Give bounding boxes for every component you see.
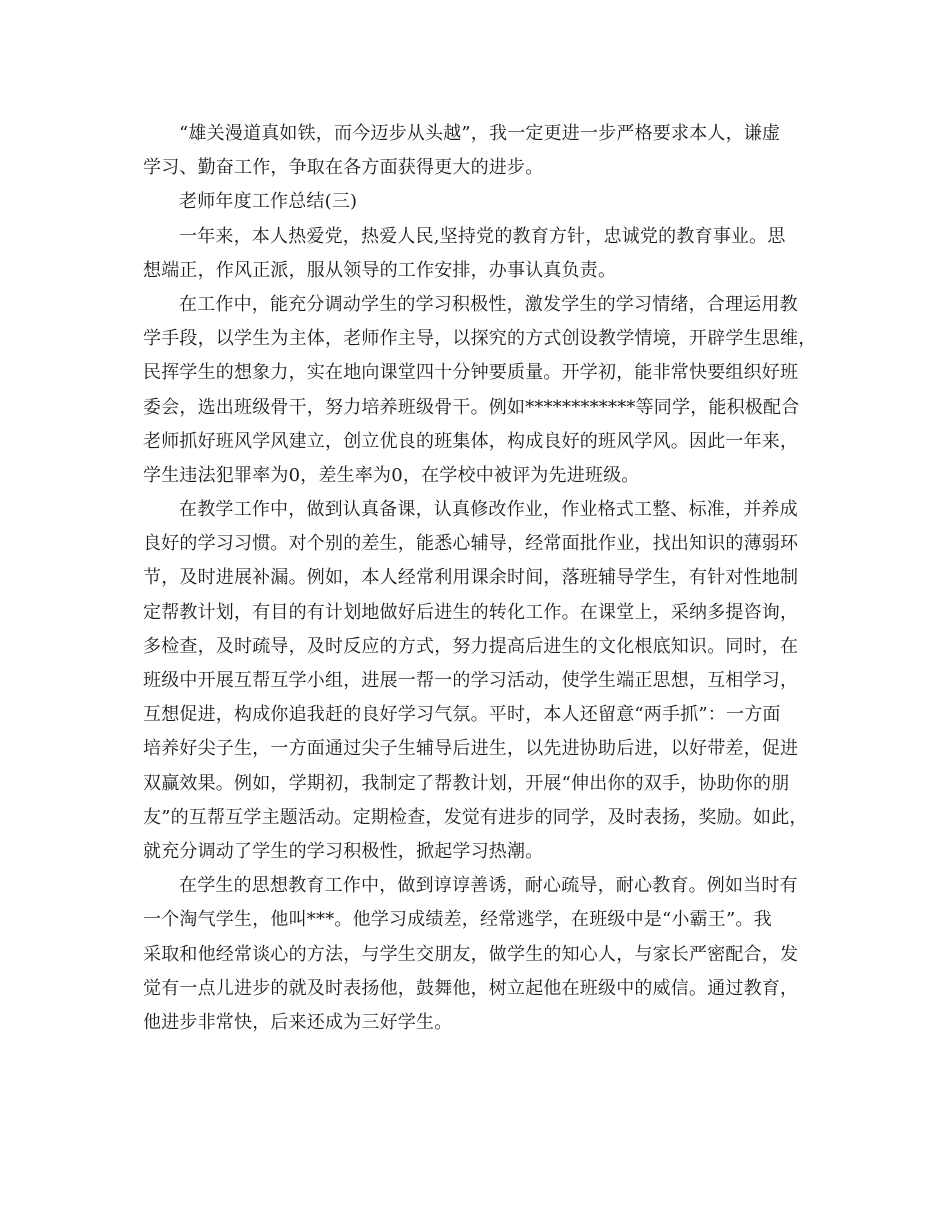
text-line: 定帮教计划，有目的有计划地做好后进生的转化工作。在课堂上，采纳多提咨询， <box>143 601 799 623</box>
text-line: 学习、勤奋工作，争取在各方面获得更大的进步。 <box>143 157 544 179</box>
text-line: 在工作中，能充分调动学生的学习积极性，激发学生的学习情绪，合理运用教 <box>179 293 798 315</box>
text-line: 在教学工作中，做到认真备课，认真修改作业，作业格式工整、标准，并养成 <box>179 499 798 521</box>
text-line: 委会，选出班级骨干，努力培养班级骨干。例如************等同学，能积极配合 <box>143 396 800 418</box>
text-line: 就充分调动了学生的学习积极性，掀起学习热潮。 <box>143 840 544 862</box>
text-line: 良好的学习习惯。对个别的差生，能悉心辅导，经常面批作业，找出知识的薄弱环 <box>143 533 799 555</box>
text-line: 一个淘气学生，他叫***。他学习成绩差，经常逃学，在班级中是“小霸王”。我 <box>143 909 772 931</box>
text-line: “雄关漫道真如铁，而今迈步从头越”，我一定更进一步严格要求本人，谦虚 <box>179 123 781 144</box>
text-line: 民挥学生的想象力，实在地向课堂四十分钟要质量。开学初，能非常快要组织好班 <box>143 362 799 384</box>
text-line: 想端正，作风正派，服从领导的工作安排，办事认真负责。 <box>143 259 617 281</box>
text-line: 采取和他经常谈心的方法，与学生交朋友，做学生的知心人，与家长严密配合，发 <box>143 943 799 965</box>
text-line: 老师年度工作总结(三) <box>179 191 358 213</box>
text-line: 一年来，本人热爱党，热爱人民,坚持党的教育方针，忠诚党的教育事业。思 <box>179 225 786 247</box>
text-line: 节，及时进展补漏。例如，本人经常利用课余时间，落班辅导学生，有针对性地制 <box>143 567 799 589</box>
text-line: 老师抓好班风学风建立，创立优良的班集体，构成良好的班风学风。因此一年来， <box>143 430 799 452</box>
text-line: 学生违法犯罪率为0，差生率为0，在学校中被评为先进班级。 <box>143 464 640 486</box>
text-line: 双赢效果。例如，学期初，我制定了帮教计划，开展“伸出你的双手，协助你的朋 <box>143 772 790 794</box>
text-line: 他进步非常快，后来还成为三好学生。 <box>143 1011 453 1033</box>
text-line: 培养好尖子生，一方面通过尖子生辅导后进生，以先进协助后进，以好带差，促进 <box>143 738 799 760</box>
text-line: 在学生的思想教育工作中，做到谆谆善诱，耐心疏导，耐心教育。例如当时有 <box>179 875 798 897</box>
text-line: 觉有一点儿进步的就及时表扬他，鼓舞他，树立起他在班级中的威信。通过教育， <box>143 977 799 999</box>
text-line: 学手段，以学生为主体，老师作主导，以探究的方式创设教学情境，开辟学生思维， <box>143 328 817 350</box>
text-line: 友”的互帮互学主题活动。定期检查，发觉有进步的同学，及时表扬，奖励。如此， <box>143 806 808 828</box>
document-body <box>143 117 817 1040</box>
text-line: 多检查，及时疏导，及时反应的方式，努力提高后进生的文化根底知识。同时，在 <box>143 635 799 657</box>
text-line: 班级中开展互帮互学小组，进展一帮一的学习活动，使学生端正思想，互相学习， <box>143 670 799 691</box>
text-line: 互想促进，构成你追我赶的良好学习气氛。平时，本人还留意“两手抓”：一方面 <box>143 704 781 726</box>
